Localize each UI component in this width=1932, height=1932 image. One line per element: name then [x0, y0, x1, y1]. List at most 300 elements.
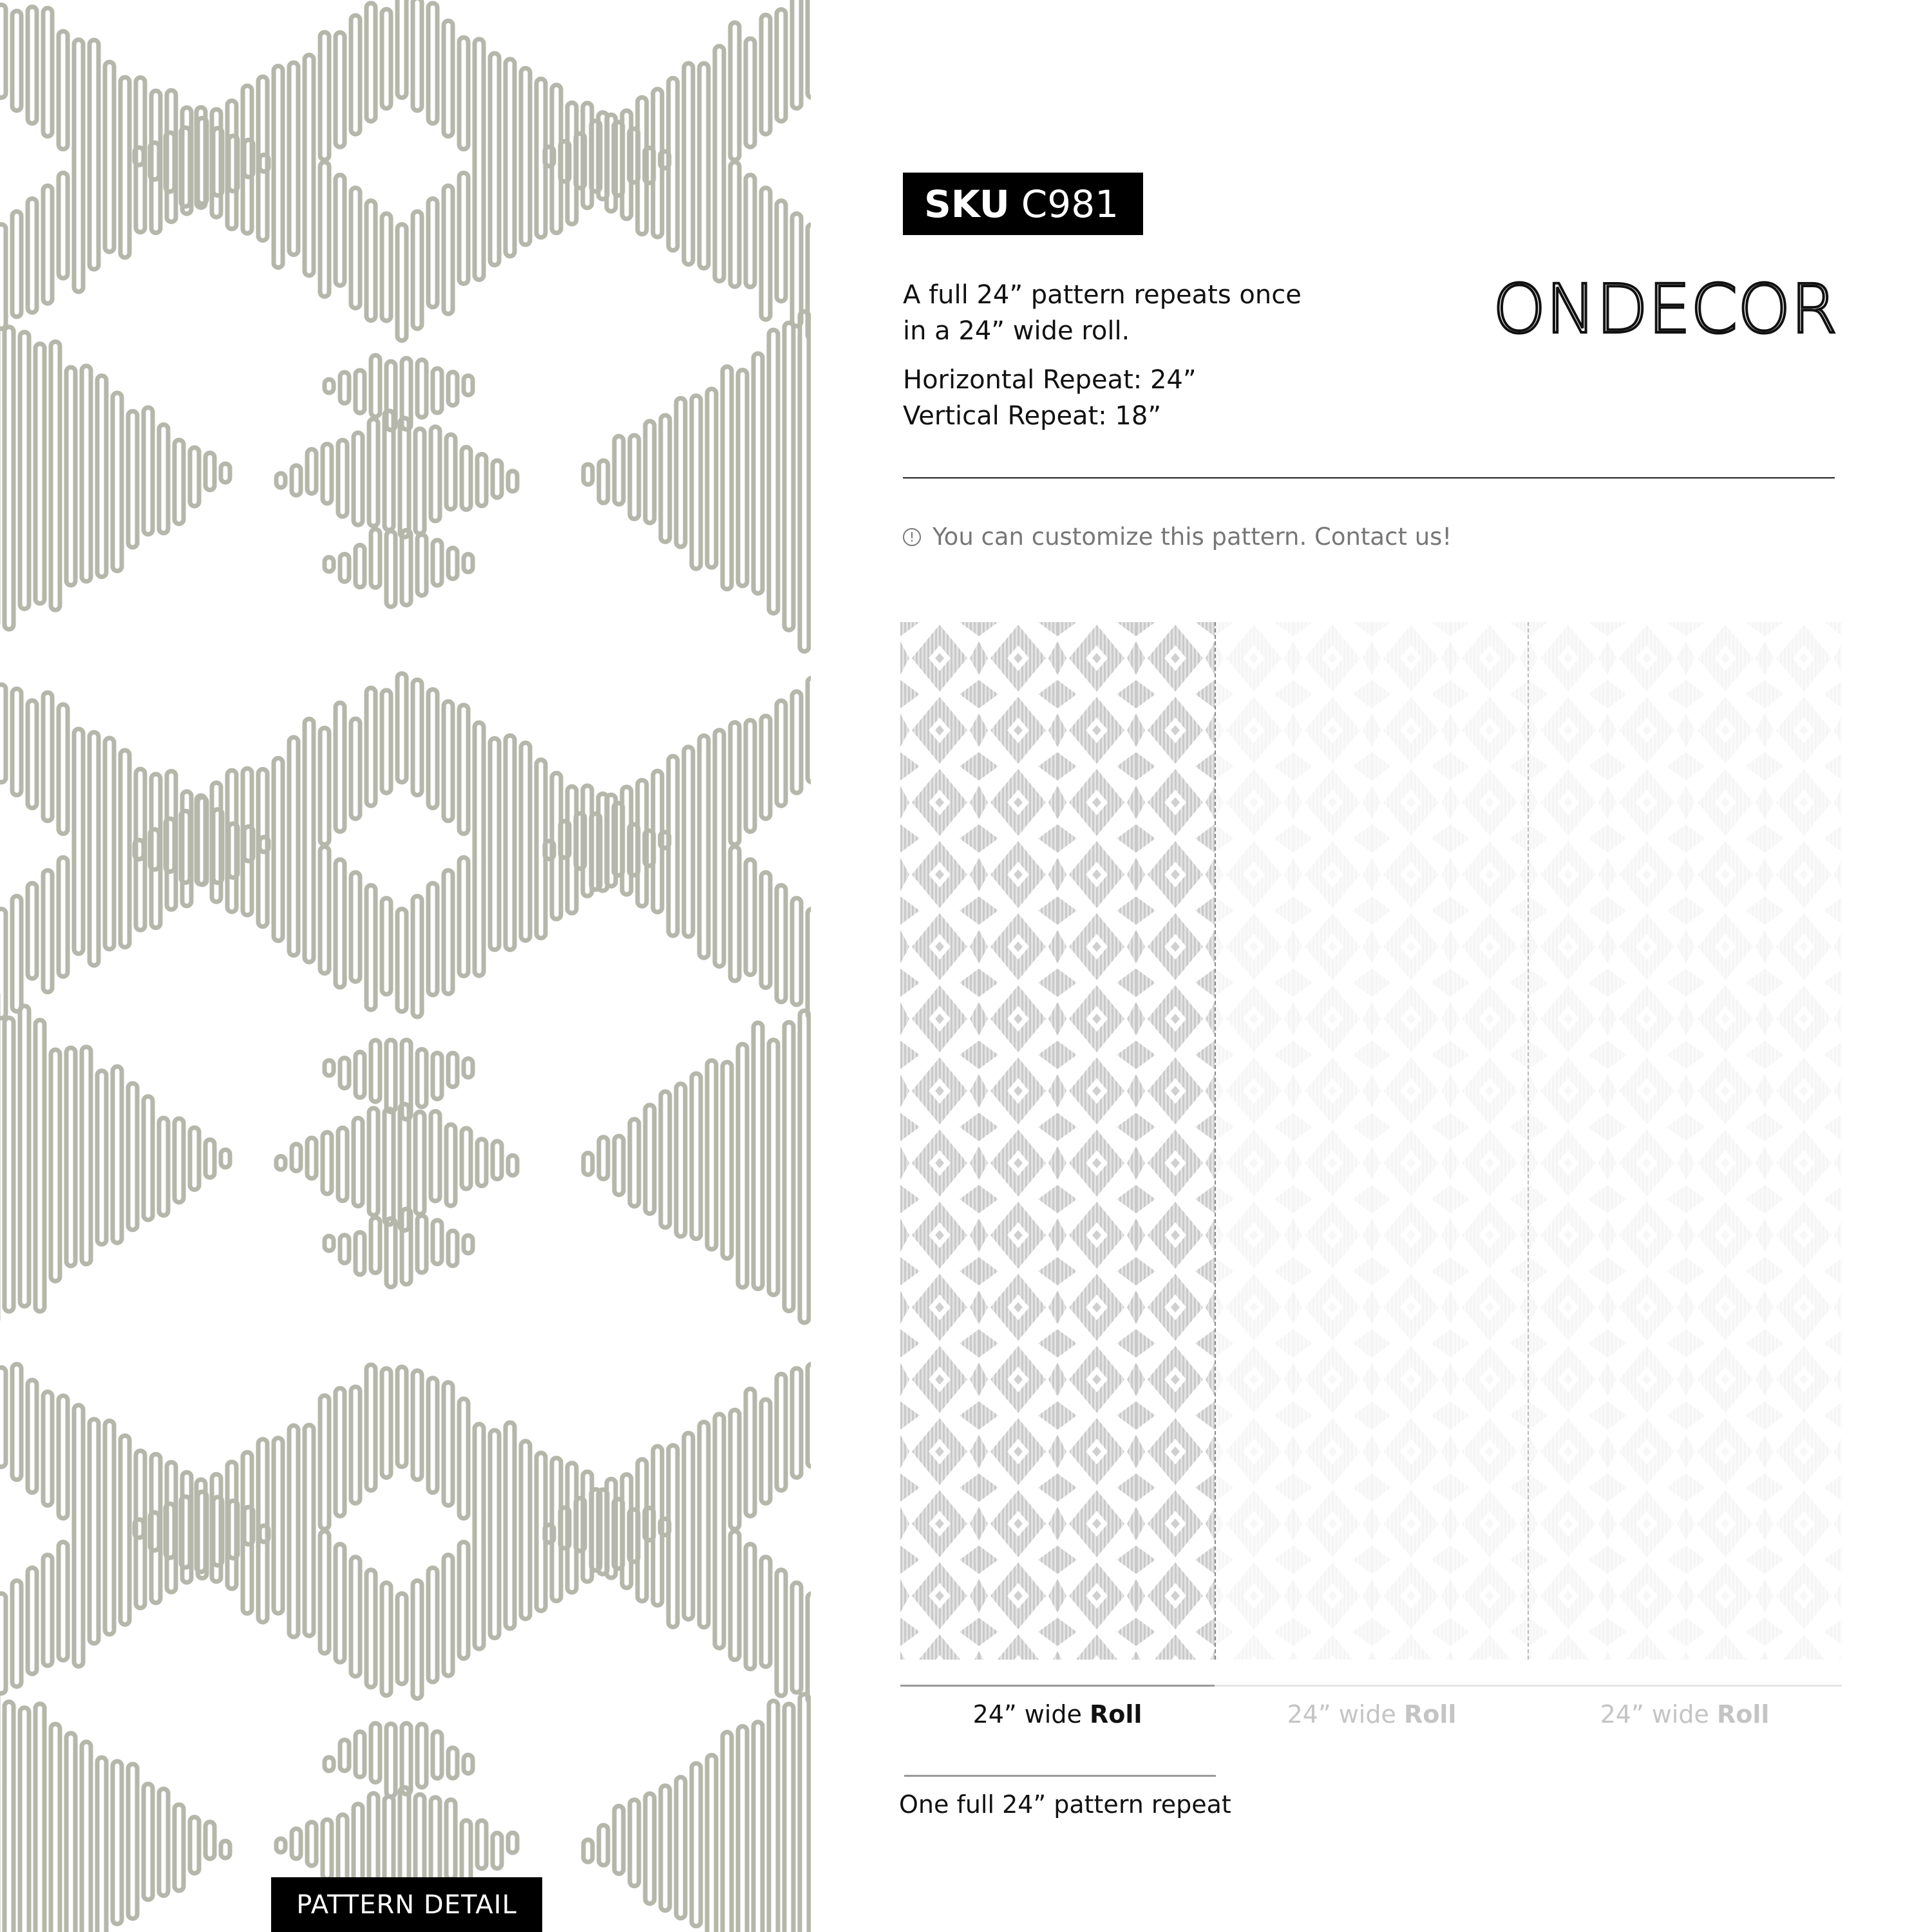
- roll-1-pattern: [900, 622, 1215, 1660]
- scribble-loop: [190, 1128, 199, 1189]
- scribble-loop: [428, 883, 437, 995]
- scribble-loop: [661, 415, 670, 542]
- scribble-loop: [638, 1459, 647, 1601]
- repeat-arrow: [904, 1775, 1216, 1777]
- scribble-loop: [320, 32, 329, 160]
- scribble-loop: [97, 1071, 106, 1245]
- scribble-loop: [258, 77, 267, 240]
- scribble-loop: [386, 1040, 395, 1112]
- scribble-loop: [227, 770, 236, 912]
- scribble-loop: [340, 554, 349, 582]
- scribble-loop: [274, 66, 283, 268]
- scribble-loop: [477, 454, 486, 506]
- scribble-loop: [746, 1544, 755, 1669]
- scribble-loop: [521, 68, 530, 245]
- scribble-loop: [715, 46, 724, 281]
- scribble-loop: [386, 1724, 395, 1797]
- roll-3-label: [1528, 1700, 1842, 1728]
- scribble-loop: [397, 909, 406, 1011]
- scribble-loop: [243, 86, 252, 233]
- logo-text: ONDECOR: [1493, 278, 1837, 339]
- scribble-loop: [12, 211, 21, 317]
- scribble-loop: [684, 747, 693, 937]
- scribble-loop: [761, 188, 770, 320]
- scribble-loop: [477, 1821, 486, 1869]
- scribble-loop: [371, 529, 380, 588]
- scribble-loop: [607, 795, 616, 886]
- scribble-loop: [653, 89, 662, 237]
- scribble-loop: [354, 1118, 363, 1206]
- scribble-loop: [144, 408, 153, 535]
- scribble-loop: [433, 540, 442, 585]
- scribble-loop: [545, 147, 554, 166]
- scribble-loop: [397, 1593, 406, 1683]
- scribble-loop: [205, 1822, 214, 1859]
- scribble-loop: [397, 0, 406, 98]
- repeat-label: One full 24” pattern repeat: [899, 1790, 1231, 1819]
- info-circle-icon: !: [903, 528, 921, 546]
- scribble-loop: [459, 37, 468, 149]
- scribble-loop: [307, 1138, 316, 1179]
- scribble-loop: [707, 389, 716, 567]
- scribble-loop: [428, 198, 437, 307]
- scribble-loop: [661, 1786, 670, 1911]
- scribble-loop: [276, 473, 285, 488]
- scribble-loop: [668, 78, 677, 251]
- scribble-loop: [150, 143, 159, 180]
- scribble-loop: [369, 419, 378, 526]
- scribble-loop: [212, 109, 221, 218]
- scribble-loop: [43, 870, 52, 992]
- scribble-loop: [784, 1704, 793, 1932]
- scribble-loop: [448, 372, 457, 406]
- scribble-loop: [336, 860, 345, 988]
- scribble-loop: [723, 1062, 732, 1258]
- scribble-loop: [28, 198, 37, 312]
- scribble-loop: [614, 436, 623, 504]
- scribble-loop: [583, 1153, 592, 1175]
- scribble-loop: [43, 1555, 52, 1665]
- scribble-loop: [448, 1748, 457, 1778]
- scribble-loop: [113, 393, 122, 571]
- scribble-loop: [366, 688, 375, 806]
- scribble-loop: [0, 685, 6, 782]
- scribble-loop: [159, 424, 168, 533]
- scribble-loop: [325, 1757, 334, 1771]
- roll-2-width: 24” wide: [1287, 1700, 1396, 1728]
- scribble-loop: [28, 701, 37, 808]
- scribble-loop: [128, 1083, 137, 1230]
- scribble-loop: [175, 440, 184, 524]
- scribble-loop: [730, 1410, 739, 1529]
- scribble-loop: [5, 327, 14, 630]
- scribble-loop: [431, 427, 440, 521]
- scribble-loop: [402, 1723, 411, 1794]
- scribble-loop: [159, 1789, 168, 1896]
- scribble-loop: [289, 1425, 298, 1636]
- sku-code: C981: [1021, 182, 1119, 226]
- scribble-loop: [413, 211, 422, 328]
- scribble-loop: [354, 433, 363, 525]
- scribble-loop: [382, 9, 391, 108]
- scribble-loop: [292, 466, 301, 495]
- scribble-loop: [521, 1441, 530, 1619]
- scribble-loop: [120, 1435, 129, 1624]
- scribble-loop: [5, 1018, 14, 1311]
- scribble-loop: [325, 1236, 334, 1251]
- scribble-loop: [292, 1829, 301, 1859]
- scribble-loop: [645, 421, 654, 523]
- scribble-loop: [351, 873, 360, 982]
- scribble-loop: [351, 719, 360, 819]
- scribble-loop: [415, 1112, 424, 1214]
- scribble-loop: [769, 1040, 778, 1295]
- scribble-loop: [622, 787, 631, 895]
- scribble-loop: [576, 133, 585, 188]
- scribble-loop: [413, 1370, 422, 1479]
- scribble-loop: [66, 1733, 75, 1932]
- scribble-loop: [707, 1061, 716, 1249]
- description-line-2: in a 24” wide roll.: [903, 316, 1130, 346]
- scribble-loop: [274, 1438, 283, 1613]
- scribble-loop: [462, 447, 471, 509]
- scribble-loop: [82, 366, 91, 582]
- scribble-loop: [320, 728, 329, 844]
- scribble-loop: [738, 1727, 747, 1932]
- scribble-loop: [808, 1364, 811, 1467]
- roll-1-label: [900, 1700, 1215, 1728]
- scribble-loop: [730, 162, 739, 287]
- scribble-loop: [583, 1840, 592, 1862]
- scribble-loop: [746, 1389, 755, 1517]
- scribble-loop: [784, 323, 793, 630]
- scribble-loop: [51, 341, 60, 610]
- scribble-loop: [576, 813, 585, 869]
- scribble-loop: [181, 128, 190, 206]
- scribble-loop: [59, 1542, 68, 1660]
- scribble-loop: [653, 1446, 662, 1605]
- scribble-loop: [692, 1763, 701, 1926]
- scribble-loop: [777, 201, 786, 301]
- scribble-loop: [475, 723, 484, 976]
- scribble-loop: [0, 224, 6, 328]
- scribble-loop: [630, 1800, 639, 1886]
- scribble-loop: [792, 1583, 801, 1692]
- scribble-loop: [382, 1583, 391, 1696]
- scribble-loop: [777, 886, 786, 1002]
- scribble-loop: [59, 857, 68, 976]
- scribble-loop: [74, 729, 83, 954]
- scribble-loop: [12, 11, 21, 111]
- scribble-loop: [506, 1423, 515, 1629]
- scribble-loop: [792, 0, 801, 108]
- scribble-loop: [190, 1817, 199, 1873]
- scribble-loop: [320, 162, 329, 297]
- scribble-loop: [336, 1388, 345, 1517]
- scribble-loop: [417, 1216, 426, 1273]
- roll-2-pattern: [1215, 622, 1528, 1660]
- scribble-loop: [274, 758, 283, 941]
- scribble-loop: [292, 1144, 301, 1171]
- scribble-loop: [448, 1231, 457, 1265]
- customize-text: You can customize this pattern. Contact us!: [933, 523, 1452, 551]
- horizontal-repeat: Horizontal Repeat: 24”: [903, 365, 1197, 395]
- scribble-loop: [166, 133, 175, 192]
- scribble-loop: [97, 375, 106, 576]
- scribble-loop: [128, 1764, 137, 1918]
- scribble-loop: [668, 1445, 677, 1627]
- scribble-loop: [28, 883, 37, 978]
- scribble-loop: [459, 173, 468, 283]
- scribble-loop: [490, 739, 499, 950]
- scribble-loop: [808, 678, 811, 782]
- scribble-loop: [446, 1124, 455, 1206]
- scribble-loop: [90, 40, 99, 269]
- scribble-loop: [338, 1128, 347, 1200]
- scribble-loop: [289, 62, 298, 254]
- scribble-loop: [351, 188, 360, 308]
- scribble-loop: [415, 429, 424, 534]
- scribble-loop: [355, 1232, 365, 1274]
- scribble-loop: [464, 554, 473, 573]
- scribble-loop: [382, 1368, 391, 1477]
- scribble-loop: [448, 548, 457, 579]
- scribble-loop: [444, 1555, 453, 1676]
- scribble-loop: [800, 1694, 809, 1932]
- scribble-loop: [792, 214, 801, 327]
- scribble-loop: [753, 1023, 762, 1289]
- scribble-loop: [181, 1497, 190, 1567]
- scribble-loop: [475, 1424, 484, 1649]
- roll-preview: [900, 622, 1842, 1660]
- scribble-loop: [808, 909, 811, 1018]
- scribble-loop: [645, 1105, 654, 1214]
- repeat-specs: [903, 362, 1197, 434]
- roll-1-width: 24” wide: [972, 1700, 1082, 1728]
- scribble-loop: [323, 1819, 332, 1879]
- scribble-loop: [105, 738, 114, 949]
- scribble-loop: [444, 701, 453, 821]
- scribble-loop: [459, 705, 468, 834]
- scribble-loop: [576, 1498, 585, 1551]
- scribble-loop: [792, 1368, 801, 1478]
- scribble-loop: [684, 63, 693, 264]
- scribble-loop: [417, 360, 426, 417]
- scribble-loop: [433, 1220, 442, 1264]
- scribble-loop: [560, 141, 569, 181]
- scribble-loop: [508, 1833, 517, 1853]
- scribble-loop: [459, 1542, 468, 1658]
- scribble-loop: [243, 1452, 252, 1613]
- scribble-loop: [371, 1040, 380, 1102]
- scribble-loop: [113, 1761, 122, 1924]
- scribble-loop: [128, 411, 137, 547]
- scribble-loop: [508, 1155, 517, 1175]
- scribble-loop: [808, 1593, 811, 1703]
- repeat-description: [903, 277, 1302, 349]
- scribble-loop: [777, 10, 786, 122]
- scribble-loop: [221, 1841, 230, 1859]
- scribble-loop: [730, 847, 739, 981]
- sku-badge: [903, 173, 1143, 235]
- scribble-loop: [591, 1490, 600, 1571]
- scribble-loop: [599, 1137, 608, 1179]
- scribble-loop: [135, 147, 144, 165]
- scribble-loop: [433, 368, 442, 413]
- scribble-loop: [386, 1218, 395, 1287]
- scribble-loop: [35, 1020, 44, 1312]
- scribble-loop: [428, 689, 437, 808]
- customize-notice[interactable]: [903, 523, 1452, 551]
- scribble-loop: [684, 1433, 693, 1619]
- scribble-loop: [144, 1784, 153, 1900]
- scribble-loop: [699, 1422, 708, 1627]
- scribble-loop: [607, 115, 616, 211]
- scribble-loop: [730, 1531, 739, 1660]
- scribble-loop: [653, 771, 662, 912]
- scribble-loop: [227, 1462, 236, 1589]
- scribble-loop: [366, 1365, 375, 1490]
- scribble-loop: [150, 1512, 159, 1550]
- roll-2-label: [1215, 1700, 1529, 1728]
- scribble-loop: [433, 1053, 442, 1099]
- scribble-loop: [366, 201, 375, 321]
- scribble-loop: [113, 1066, 122, 1243]
- scribble-loop: [20, 1006, 29, 1306]
- scribble-loop: [707, 1755, 716, 1932]
- scribble-loop: [630, 1119, 639, 1206]
- scribble-loop: [462, 1821, 471, 1884]
- scribble-loop: [336, 703, 345, 831]
- scribble-loop: [599, 1825, 608, 1865]
- scribble-loop: [82, 1742, 91, 1932]
- scribble-loop: [730, 23, 739, 160]
- scribble-loop: [196, 108, 205, 208]
- scribble-loop: [723, 1732, 732, 1932]
- scribble-loop: [43, 1392, 52, 1506]
- scribble-loop: [35, 344, 44, 603]
- scribble-loop: [638, 780, 647, 906]
- scribble-loop: [464, 375, 473, 395]
- scribble-loop: [668, 756, 677, 936]
- scribble-loop: [417, 1724, 426, 1787]
- roll-seam-2: [1528, 622, 1529, 1660]
- scribble-loop: [340, 1058, 349, 1088]
- scribble-loop: [135, 1519, 144, 1537]
- scribble-loop: [221, 1150, 230, 1167]
- scribble-loop: [355, 545, 365, 587]
- scribble-loop: [808, 0, 811, 98]
- scribble-loop: [320, 1531, 329, 1654]
- scribble-loop: [196, 795, 205, 884]
- description-line-1: A full 24” pattern repeats once: [903, 280, 1302, 310]
- scribble-loop: [0, 1593, 6, 1693]
- scribble-loop: [0, 909, 6, 1018]
- scribble-loop: [692, 1074, 701, 1239]
- scribble-loop: [583, 464, 592, 484]
- scribble-loop: [464, 1235, 473, 1253]
- scribble-loop: [382, 214, 391, 321]
- scribble-loop: [493, 460, 502, 498]
- scribble-loop: [43, 8, 52, 136]
- scribble-loop: [433, 1732, 442, 1779]
- scribble-loop: [599, 460, 608, 503]
- scribble-loop: [307, 450, 316, 494]
- scribble-loop: [723, 366, 732, 589]
- scribble-loop: [715, 730, 724, 967]
- scribble-loop: [243, 768, 252, 915]
- scribble-loop: [493, 1141, 502, 1179]
- scribble-loop: [135, 840, 144, 859]
- scribble-loop: [66, 367, 75, 585]
- scribble-loop: [761, 1399, 770, 1503]
- scribble-loop: [508, 471, 517, 491]
- scribble-loop: [0, 5, 6, 97]
- scribble-loop: [205, 1140, 214, 1178]
- scribble-loop: [90, 732, 99, 965]
- scribble-loop: [325, 1061, 334, 1076]
- scribble-loop: [0, 1367, 6, 1466]
- scribble-loop: [120, 77, 129, 258]
- scribble-loop: [384, 1109, 393, 1225]
- scribble-loop: [74, 40, 83, 292]
- scribble-loop: [477, 1139, 486, 1186]
- pattern-detail-image: [0, 0, 811, 1932]
- vertical-repeat: Vertical Repeat: 18”: [903, 401, 1162, 431]
- scribble-loop: [382, 898, 391, 994]
- scribble-loop: [289, 737, 298, 956]
- scribble-loop: [59, 1396, 68, 1518]
- roll-1-unit: Roll: [1089, 1700, 1142, 1728]
- scribble-loop: [35, 1704, 44, 1932]
- scribble-loop: [769, 1701, 778, 1932]
- scribble-loop: [761, 15, 770, 134]
- scribble-loop: [630, 435, 639, 519]
- scribble-loop: [614, 1806, 623, 1873]
- scribble-loop: [676, 1777, 685, 1918]
- roll-2-3-dimension-line: [1215, 1685, 1842, 1687]
- scribble-loop: [166, 819, 175, 871]
- sku-prefix: SKU: [924, 182, 1010, 226]
- scribble-loop: [175, 1804, 184, 1891]
- scribble-loop: [614, 1136, 623, 1195]
- scribble-loop: [560, 821, 569, 858]
- scribble-loop: [28, 7, 37, 124]
- scribble-loop: [428, 3, 437, 124]
- scribble-loop: [366, 886, 375, 1010]
- scribble-loop: [336, 175, 345, 286]
- scribble-loop: [305, 55, 314, 276]
- scribble-loop: [369, 1108, 378, 1215]
- scribble-loop: [413, 0, 422, 111]
- scribble-loop: [28, 1380, 37, 1493]
- scribble-loop: [82, 1047, 91, 1264]
- scribble-loop: [792, 898, 801, 1005]
- scribble-loop: [792, 692, 801, 793]
- scribble-loop: [74, 1405, 83, 1667]
- roll-seam-1: [1215, 622, 1216, 1660]
- scribble-loop: [355, 370, 365, 413]
- scribble-loop: [397, 674, 406, 782]
- scribble-loop: [645, 1794, 654, 1904]
- scribble-loop: [746, 175, 755, 287]
- scribble-loop: [258, 1439, 267, 1622]
- scribble-loop: [444, 185, 453, 314]
- scribble-loop: [59, 173, 68, 278]
- scribble-loop: [444, 21, 453, 136]
- scribble-loop: [506, 59, 515, 256]
- scribble-loop: [397, 224, 406, 340]
